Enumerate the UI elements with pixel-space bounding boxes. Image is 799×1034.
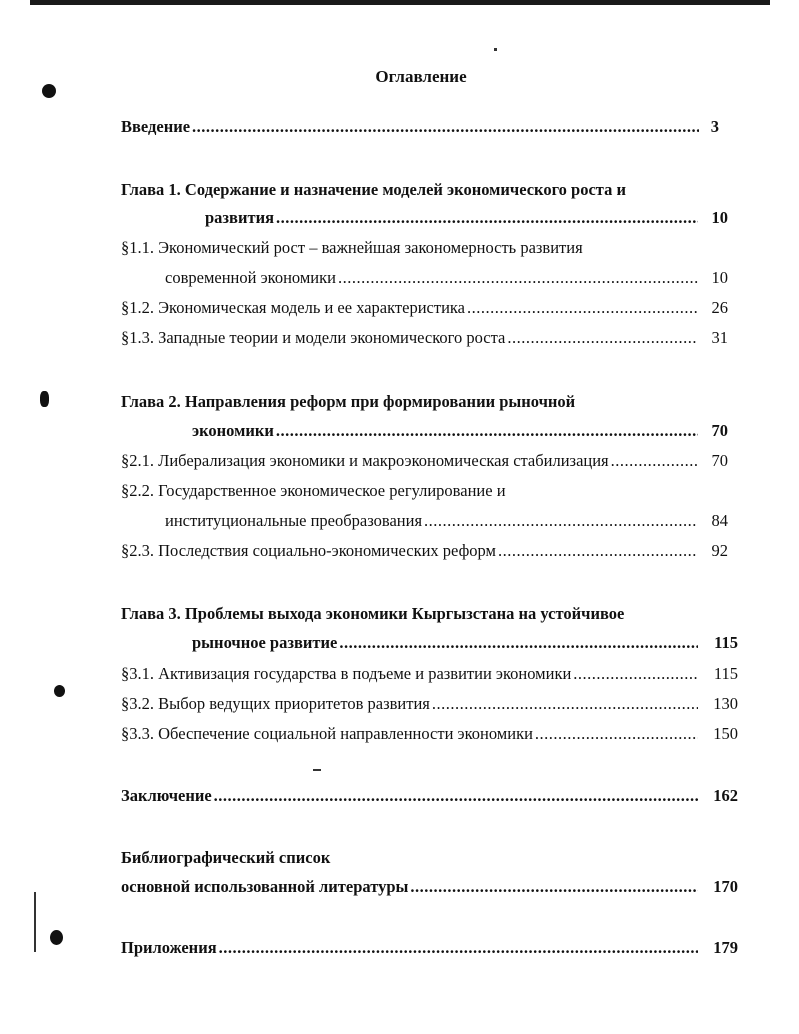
leader-dots bbox=[507, 328, 698, 348]
toc-entry-label: §3.2. Выбор ведущих приоритетов развития bbox=[121, 694, 430, 713]
leader-dots bbox=[535, 724, 698, 744]
toc-page-number: 130 bbox=[713, 694, 738, 713]
toc-entry-label: §1.2. Экономическая модель и ее характеристика bbox=[121, 298, 465, 317]
toc-page-number: 115 bbox=[713, 664, 738, 683]
toc-title: Оглавление bbox=[375, 67, 467, 86]
scan-speck bbox=[494, 48, 497, 51]
toc-page-number: 31 bbox=[711, 328, 728, 347]
toc-entry-label: §3.1. Активизация государства в подъеме и развитии экономики bbox=[121, 664, 572, 683]
section-3-3[interactable] bbox=[121, 724, 738, 748]
leader-dots bbox=[432, 694, 698, 714]
chapter-2-heading[interactable]: Глава 2. Направления реформ при формировании рыночной bbox=[121, 392, 576, 411]
toc-entry-label: институциональные преобразования bbox=[165, 511, 423, 530]
leader-dots bbox=[498, 541, 698, 561]
leader-dots bbox=[611, 451, 698, 471]
section-1-3[interactable] bbox=[121, 328, 728, 352]
toc-entry-conclusion[interactable] bbox=[121, 786, 738, 810]
toc-entry-label: экономики bbox=[192, 421, 274, 440]
toc-page-number: 10 bbox=[711, 208, 728, 227]
leader-dots bbox=[424, 511, 698, 531]
toc-entry-label: §1.3. Западные теории и модели экономического роста bbox=[121, 328, 506, 347]
toc-entry-label: основной использованной литературы bbox=[121, 877, 409, 896]
punch-hole-mark bbox=[50, 930, 63, 945]
leader-dots bbox=[219, 938, 698, 958]
leader-dots bbox=[276, 421, 698, 441]
toc-entry-appendix[interactable] bbox=[121, 938, 738, 962]
punch-hole-mark bbox=[40, 391, 49, 407]
toc-page-number: 70 bbox=[711, 451, 728, 470]
toc-entry-label: современной экономики bbox=[165, 268, 336, 287]
toc-page-number: 170 bbox=[713, 877, 738, 896]
section-1-2[interactable] bbox=[121, 298, 728, 322]
leader-dots bbox=[467, 298, 698, 318]
scan-speck bbox=[34, 892, 36, 952]
toc-entry-label: §3.3. Обеспечение социальной направленности экономики bbox=[121, 724, 533, 743]
punch-hole-mark bbox=[54, 685, 65, 697]
toc-entry-label: §2.3. Последствия социально-экономических реформ bbox=[121, 541, 496, 560]
leader-dots bbox=[410, 877, 698, 897]
scan-speck bbox=[313, 769, 321, 771]
toc-page-number: 179 bbox=[713, 938, 738, 957]
leader-dots bbox=[338, 268, 698, 288]
section-1-1[interactable]: §1.1. Экономический рост – важнейшая закономерность развития bbox=[121, 238, 583, 257]
toc-page-number: 26 bbox=[711, 298, 728, 317]
toc-page-number: 84 bbox=[711, 511, 728, 530]
toc-page-number: 115 bbox=[714, 633, 738, 652]
section-2-1[interactable] bbox=[121, 451, 728, 475]
toc-entry-label: рыночное развитие bbox=[192, 633, 338, 652]
toc-page-number: 162 bbox=[713, 786, 738, 805]
toc-entry-label: Заключение bbox=[121, 786, 212, 805]
toc-page-number: 92 bbox=[711, 541, 728, 560]
section-2-3[interactable] bbox=[121, 541, 728, 565]
section-3-2[interactable] bbox=[121, 694, 738, 718]
toc-entry-label: Введение bbox=[121, 117, 191, 136]
toc-page-number: 70 bbox=[711, 421, 728, 440]
leader-dots bbox=[339, 633, 698, 653]
leader-dots bbox=[192, 117, 699, 137]
chapter-1-heading[interactable]: Глава 1. Содержание и назначение моделей экономического роста и bbox=[121, 180, 626, 199]
section-1-1-cont[interactable] bbox=[165, 268, 728, 292]
chapter-1-heading-cont[interactable] bbox=[205, 208, 728, 232]
section-2-2-cont[interactable] bbox=[165, 511, 728, 535]
section-2-2[interactable]: §2.2. Государственное экономическое регулирование и bbox=[121, 481, 506, 500]
toc-page-number: 3 bbox=[710, 117, 719, 136]
toc-entry-label: §2.1. Либерализация экономики и макроэкономическая стабилизация bbox=[121, 451, 609, 470]
toc-entry-label: Приложения bbox=[121, 938, 217, 957]
toc-page-number: 150 bbox=[713, 724, 738, 743]
chapter-3-heading[interactable]: Глава 3. Проблемы выхода экономики Кыргызстана на устойчивое bbox=[121, 604, 625, 623]
toc-page-number: 10 bbox=[711, 268, 728, 287]
toc-entry-label: развития bbox=[205, 208, 275, 227]
top-border-rule bbox=[30, 0, 770, 5]
bibliography-heading[interactable]: Библиографический список bbox=[121, 848, 331, 867]
chapter-2-heading-cont[interactable] bbox=[192, 421, 728, 445]
leader-dots bbox=[573, 664, 698, 684]
toc-entry-intro[interactable] bbox=[121, 117, 719, 141]
leader-dots bbox=[276, 208, 698, 228]
toc-entry-bibliography[interactable] bbox=[121, 877, 738, 901]
section-3-1[interactable] bbox=[121, 664, 738, 688]
chapter-3-heading-cont[interactable] bbox=[192, 633, 738, 657]
leader-dots bbox=[214, 786, 698, 806]
